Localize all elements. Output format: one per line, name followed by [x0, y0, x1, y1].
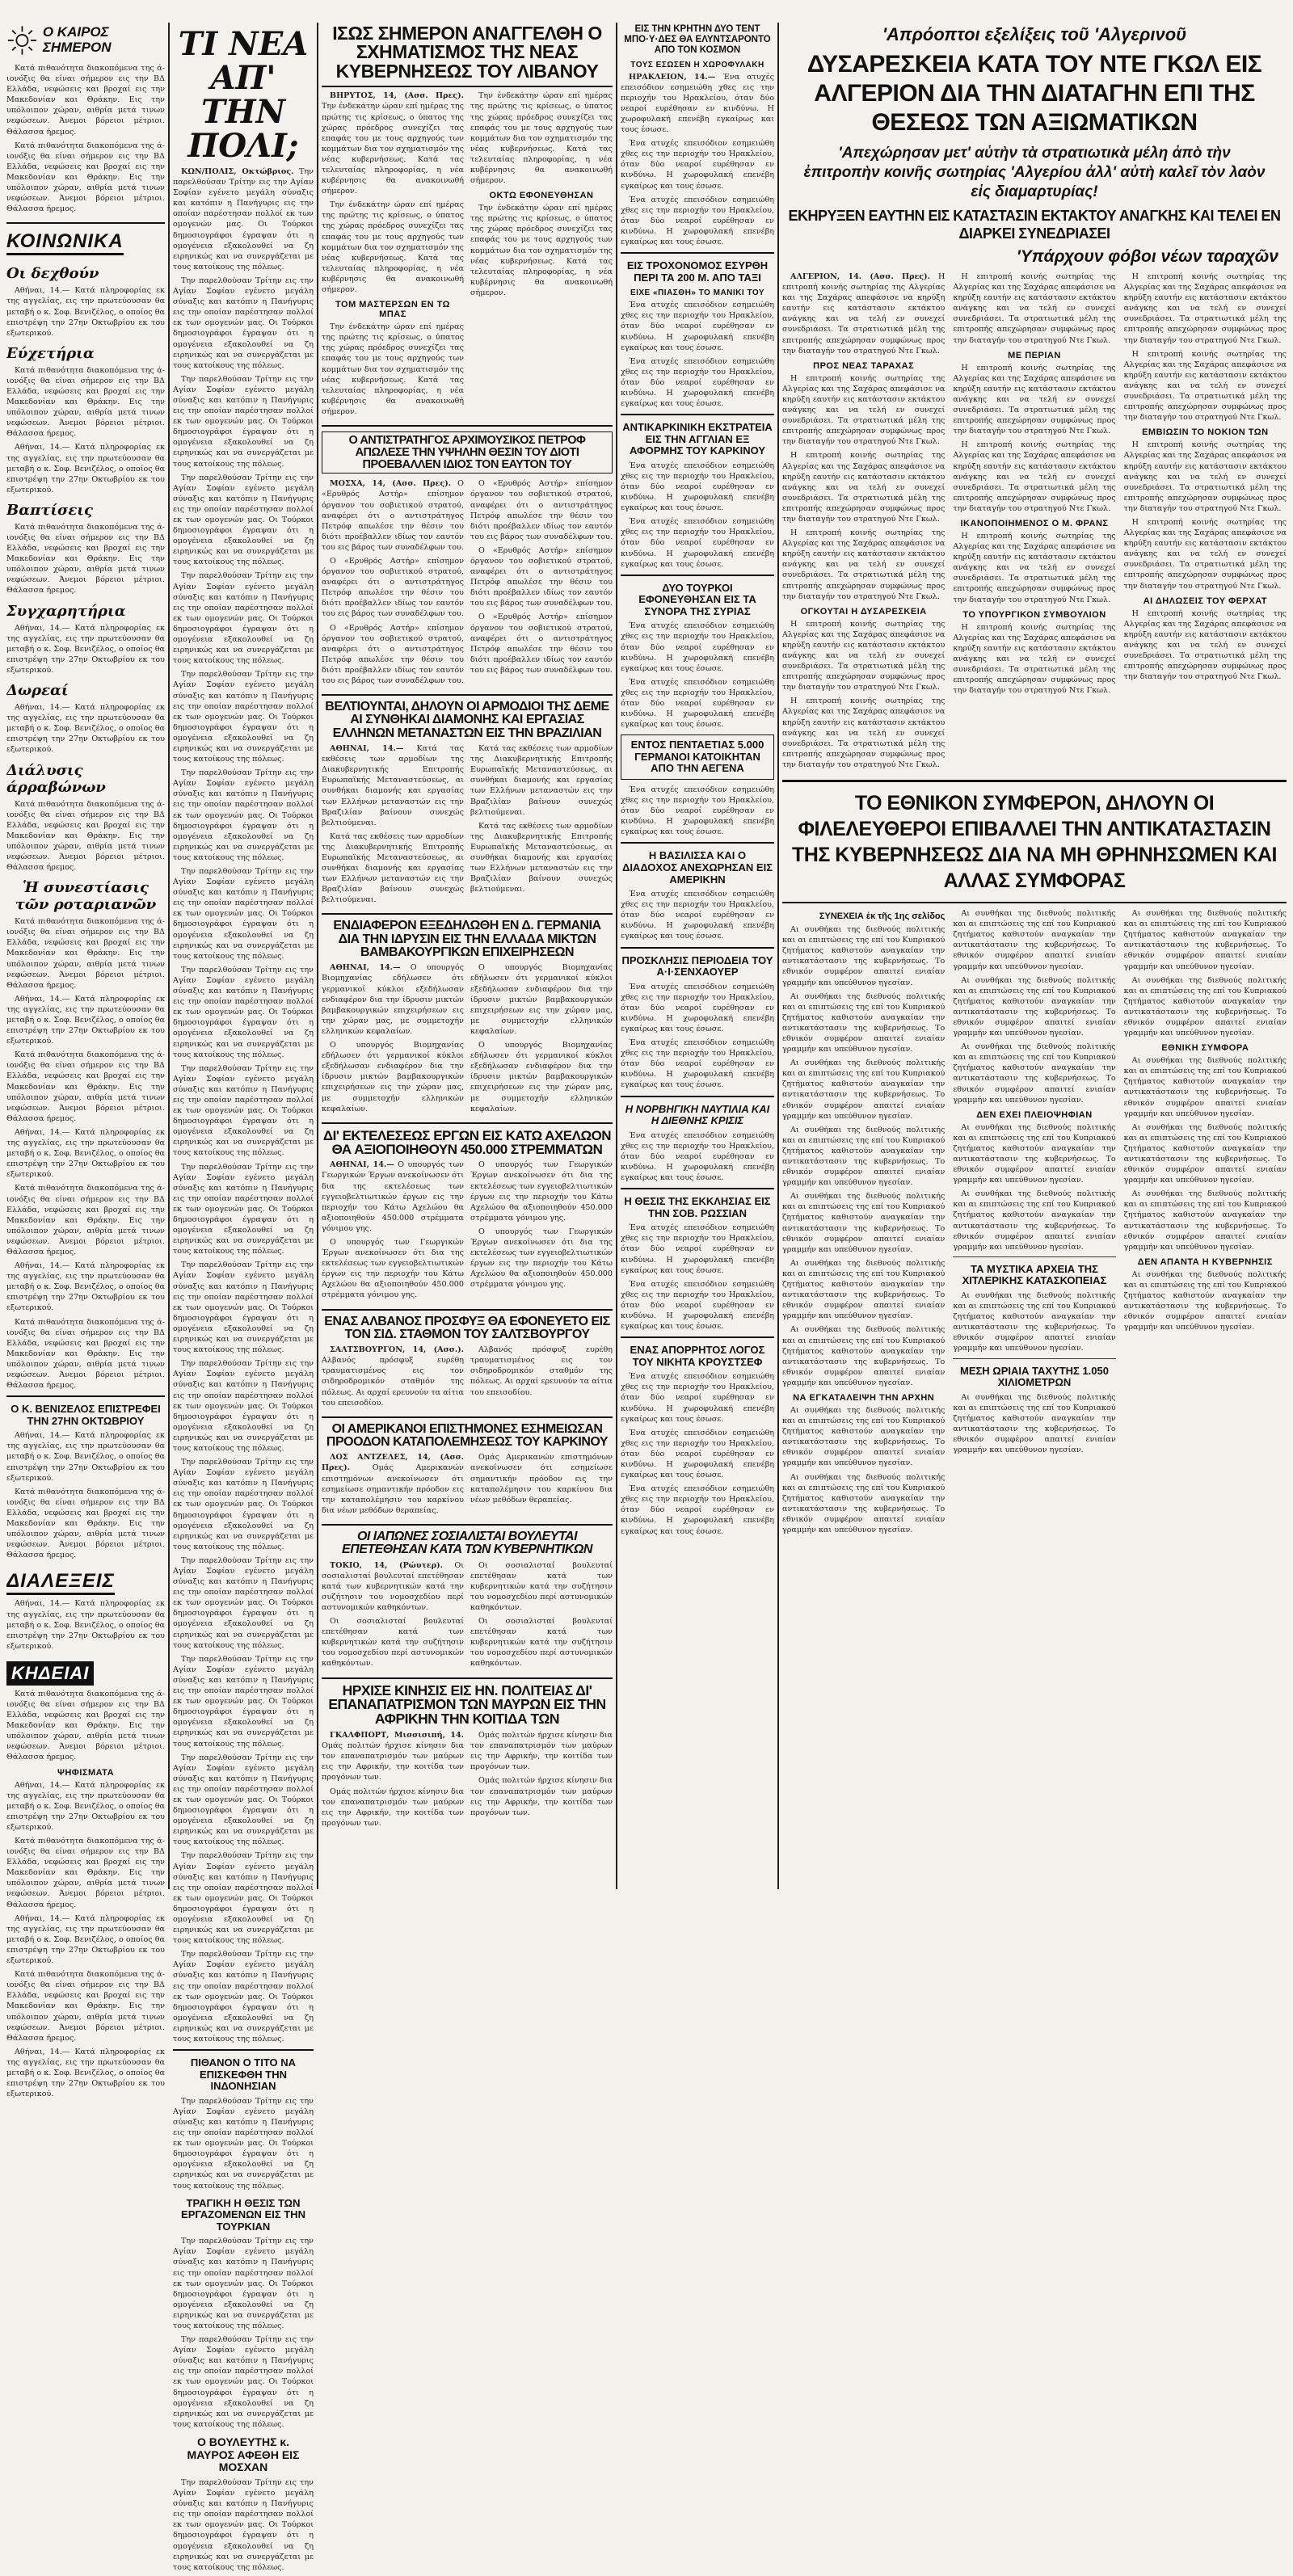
body-text: [322, 962, 464, 1037]
continued-label: ΣΥΝΕΧΕΙΑ ἐκ τῆς 1ης σελίδος: [819, 911, 946, 922]
body-text: Ένα ατυχές επεισόδιον εσημειώθη χθες εις την περιοχήν του Ηρακλείου, όταν δύο νεαροί ευρέθησαν εν κινδύνω. Η χωροφυλακή επενέβη εγκαίρως και τους έσωσε.: [621, 621, 774, 673]
crete-subheadline: ΤΟΥΣ ΕΣΩΣΕΝ Η ΧΩΡΟΦΥΛΑΚΗ: [630, 60, 764, 69]
body-text: Αι συνθήκαι της διεθνούς πολιτικής και αι επιπτώσεις της επί του Κυπριακού ζητήματος καθιστούν αναγκαίαν την αντικατάστασιν της κυβερνήσεως. Το εθνικόν συμφέρον απαιτεί ενιαίαν γραμμήν και υπεύθυνον ηγεσίαν.: [782, 1472, 946, 1534]
train-headline: ΕΙΣ ΤΡΟΧΟΝΟΜΟΣ ΕΣΥΡΘΗ ΠΕΡΙ ΤΑ 200 Μ. ΑΠΟ ΤΑΞΙ: [626, 259, 769, 284]
section-heading-lectures: ΔΙΑΛΕΞΕΙΣ: [6, 1570, 115, 1595]
lebanon-headline: ΙΣΩΣ ΣΗΜΕΡΟΝ ΑΝΑΓΓΕΛΘΗ Ο ΣΧΗΜΑΤΙΣΜΟΣ ΤΗΣ ΝΕΑΣ ΚΥΒΕΡΝΗΣΕΩΣ ΤΟΥ ΛΙΒΑΝΟΥ: [322, 23, 613, 87]
body-text: Αι συνθήκαι της διεθνούς πολιτικής και αι επιπτώσεις της επί του Κυπριακού ζητήματος καθιστούν αναγκαίαν την αντικατάστασιν της κυβερνήσεως. Το εθνικόν συμφέρον απαιτεί ενιαίαν γραμμήν και υπεύθυνον ηγεσίαν.: [1123, 975, 1287, 1038]
body-text: Την παρελθούσαν Τρίτην εις την Αγίαν Σοφίαν εγένετο μεγάλη σύναξις και κατόπιν η Πανήγυρις εις την οποίαν παρέστησαν πολλοί εκ των ομογενών μας. Οι Τούρκοι δημοσιογράφοι έγραψαν ότι η ομογένεια εξακολουθεί να ζη ειρηνικώς και να συνεργάζεται με τους κατοίκους της πόλεως.: [173, 1851, 314, 1946]
body-text: Η επιτροπή κοινής σωτηρίας της Αλγερίας και της Σαχάρας απεφάσισε να κηρύξη εαυτήν εις κατάστασιν εκτάκτου ανάγκης και να τελή εν συνεχεί συνεδριάσει. Τα στρατιωτικά μέλη της επιτροπής απεχώρησαν συμφώνως προς την διαταγήν του στρατηγού Ντε Γκωλ.: [1123, 272, 1287, 345]
body-text: Ο υπουργός των Γεωργικών Έργων ανεκοίνωσεν ότι δια της εκτελέσεως των εγγειοβελτιωτικών έργων εις την περιοχήν του Κάτω Αχελώου θα αξιοποιηθούν 450.000 στρέμματα γόνιμου γης.: [470, 1227, 613, 1290]
body-text: Αθήναι, 14.— Κατά πληροφορίας εκ της αγγελίας, εις την πρωτεύουσαν θα μεταβή ο κ. Σοφ. Βενιζέλος, ο οποίος θα επιστρέψη την 27ην Οκτωβρίου εκ του εξωτερικού.: [6, 1431, 165, 1483]
body-text: Αθήναι, 14.— Κατά πληροφορίας εκ της αγγελίας, εις την πρωτεύουσαν θα μεταβή ο κ. Σοφ. Βενιζέλος, ο οποίος θα επιστρέψη την 27ην Οκτωβρίου εκ του εξωτερικού.: [6, 703, 165, 755]
tito-headline: ΠΙΘΑΝΟΝ Ο ΤΙΤΟ ΝΑ ΕΠΙΣΚΕΦΘΗ ΤΗΝ ΙΝΔΟΝΗΣΙΑΝ: [190, 2056, 297, 2093]
body-text: Κατά τας εκθέσεις των αρμοδίων της Διακυβερνητικής Επιτροπής Ευρωπαϊκής Μεταναστεύσεως, αι συνθήκαι διαμονής και εργασίας των Ελλήνων μεταναστών εις την Βραζιλίαν βαίνουν συνεχώς βελτιούμεναι.: [322, 744, 464, 827]
body-text: Αι συνθήκαι της διεθνούς πολιτικής και αι επιπτώσεις της επί του Κυπριακού ζητήματος καθιστούν αναγκαίαν την αντικατάστασιν της κυβερνήσεως. Το εθνικόν συμφέρον απαιτεί ενιαίαν γραμμήν και υπεύθυνον ηγεσίαν.: [953, 1290, 1116, 1353]
body-text: Κατά πιθανότητα διακοπόμενα της ά- ιονόξις θα είναι σήμερον εις την ΒΔ Ελλάδα, νεφώσεις και βροχαί εις την Μακεδονίαν και Θράκην. Εις την υπόλοιπον χώραν, αιθρία μετά τινων νεφώσεων. Άνεμοι βόρειοι μέτριοι. Θάλασσα ήρεμος.: [6, 1317, 165, 1391]
body-text: Ένα ατυχές επεισόδιον εσημειώθη χθες εις την περιοχήν του Ηρακλείου, όταν δύο νεαροί ευρέθησαν εν κινδύνω. Η χωροφυλακή επενέβη εγκαίρως και τους έσωσε.: [621, 461, 774, 513]
body-text: Αι συνθήκαι της διεθνούς πολιτικής και αι επιπτώσεις της επί του Κυπριακού ζητήματος καθιστούν αναγκαίαν την αντικατάστασιν της κυβερνήσεως. Το εθνικόν συμφέρον απαιτεί ενιαίαν γραμμήν και υπεύθυνον ηγεσίαν.: [782, 1192, 946, 1254]
body-text: [322, 1730, 464, 1783]
germans-headline-box: [621, 734, 774, 780]
queen-headline: Η ΒΑΣΙΛΙΣΣΑ ΚΑΙ Ο ΔΙΑΔΟΧΟΣ ΑΝΕΧΩΡΗΣΑΝ ΕΙΣ ΑΜΕΡΙΚΗΝ: [621, 849, 773, 886]
body-text: Ο «Ερυθρός Αστήρ» επίσημον όργανον του σοβιετικού στρατού, αναφέρει ότι ο αντιστράτηγος Πετρόφ απωλέσε την θέσιν του διότι προέβαλλεν ιδίως τον εαυτόν του εις βάρος των συναδέλφων του.: [322, 479, 464, 552]
body-text: Αθήναι, 14.— Κατά πληροφορίας εκ της αγγελίας, εις την πρωτεύουσαν θα μεταβή ο κ. Σοφ. Βενιζέλος, ο οποίος θα επιστρέψη την 27ην Οκτωβρίου εκ του εξωτερικού.: [6, 1780, 165, 1832]
train-subheadline: ΕΙΧΕ «ΠΙΑΣΘΗ» ΤΟ ΜΑΝΙΚΙ ΤΟΥ: [630, 288, 765, 298]
body-text: Η επιτροπή κοινής σωτηρίας της Αλγερίας και της Σαχάρας απεφάσισε να κηρύξη εαυτήν εις κατάστασιν εκτάκτου ανάγκης και να τελή εν συνεχεί συνεδριάσει. Τα στρατιωτικά μέλη της επιτροπής απεχώρησαν συμφώνως προς την διαταγήν του στρατηγού Ντε Γκωλ.: [782, 451, 946, 524]
section-heading: Εύχετήρια: [6, 344, 95, 362]
body-text: Την παρελθούσαν Τρίτην εις την Αγίαν Σοφίαν εγένετο μεγάλη σύναξις και κατόπιν η Πανήγυρις εις την οποίαν παρέστησαν πολλοί εκ των ομογενών μας. Οι Τούρκοι δημοσιογράφοι έγραψαν ότι η ομογένεια εξακολουθεί να ζη ειρηνικώς και να συνεργάζεται με τους κατοίκους της πόλεως.: [173, 1654, 314, 1749]
body-text: Ομάς πολιτών ήρχισε κίνησιν δια τον επαναπατρισμόν των μαύρων εις την Αφρικήν, την κοιτίδα των προγόνων των.: [322, 1787, 464, 1828]
turks-headline: ΔΥΟ ΤΟΥΡΚΟΙ ΕΦΟΝΕΥΘΗΣΑΝ ΕΙΣ ΤΑ ΣΥΝΟΡΑ ΤΗΣ ΣΥΡΙΑΣ: [638, 581, 756, 617]
body-text: Την παρελθούσαν Τρίτην εις την Αγίαν Σοφίαν εγένετο μεγάλη σύναξις και κατόπιν η Πανήγυρις εις την οποίαν παρέστησαν πολλοί εκ των ομογενών μας. Οι Τούρκοι δημοσιογράφοι έγραψαν ότι η ομογένεια εξακολουθεί να ζη ειρηνικώς και να συνεργάζεται με τους κατοίκους της πόλεως.: [173, 1162, 314, 1256]
body-text: Ένα ατυχές επεισόδιον εσημειώθη χθες εις την περιοχήν του Ηρακλείου, όταν δύο νεαροί ευρέθησαν εν κινδύνω. Η χωροφυλακή επενέβη εγκαίρως και τους έσωσε.: [621, 139, 774, 191]
body-text: Αι συνθήκαι της διεθνούς πολιτικής και αι επιπτώσεις της επί του Κυπριακού ζητήματος καθιστούν αναγκαίαν την αντικατάστασιν της κυβερνήσεως. Το εθνικόν συμφέρον απαιτεί ενιαίαν γραμμήν και υπεύθυνον ηγεσίαν.: [782, 1258, 946, 1321]
dateline: ΤΟΚΙΟ, 14, (Ρώυτερ).: [330, 1560, 444, 1570]
body-text: Ένα ατυχές επεισόδιον εσημειώθη χθες εις την περιοχήν του Ηρακλείου, όταν δύο νεαροί ευρέθησαν εν κινδύνω. Η χωροφυλακή επενέβη εγκαίρως και τους έσωσε.: [621, 1372, 774, 1424]
body-text: Την παρελθούσαν Τρίτην εις την Αγίαν Σοφίαν εγένετο μεγάλη σύναξις και κατόπιν η Πανήγυρις εις την οποίαν παρέστησαν πολλοί εκ των ομογενών μας. Οι Τούρκοι δημοσιογράφοι έγραψαν ότι η ομογένεια εξακολουθεί να ζη ειρηνικώς και να συνεργάζεται με τους κατοίκους της πόλεως.: [173, 2335, 314, 2429]
hitler-archives-headline: ΤΑ ΜΥΣΤΙΚΑ ΑΡΧΕΙΑ ΤΗΣ ΧΙΤΛΕΡΙΚΗΣ ΚΑΤΑΣΚΟΠΕΙΑΣ: [962, 1262, 1107, 1287]
body-text: Κατά πιθανότητα διακοπόμενα της ά- ιονόξις θα είναι σήμερον εις την ΒΔ Ελλάδα, νεφώσεις και βροχαί εις την Μακεδονίαν και Θράκην. Εις την υπόλοιπον χώραν, αιθρία μετά τινων νεφώσεων. Άνεμοι βόρειοι μέτριοι. Θάλασσα ήρεμος.: [6, 522, 165, 596]
body-text: Την παρελθούσαν Τρίτην εις την Αγίαν Σοφίαν εγένετο μεγάλη σύναξις και κατόπιν η Πανήγυρις εις την οποίαν παρέστησαν πολλοί εκ των ομογενών μας. Οι Τούρκοι δημοσιογράφοι έγραψαν ότι η ομογένεια εξακολουθεί να ζη ειρηνικώς και να συνεργάζεται με τους κατοίκους της πόλεως.: [173, 1555, 314, 1650]
body-text: Η επιτροπή κοινής σωτηρίας της Αλγερίας και της Σαχάρας απεφάσισε να κηρύξη εαυτήν εις κατάστασιν εκτάκτου ανάγκης και να τελή εν συνεχεί συνεδριάσει. Τα στρατιωτικά μέλη της επιτροπής απεχώρησαν συμφώνως προς την διαταγήν του στρατηγού Ντε Γκωλ.: [1123, 608, 1287, 682]
body-text: [322, 1560, 464, 1613]
section-heading: Βαπτίσεις: [6, 501, 93, 519]
body-text: Ο υπουργός των Γεωργικών Έργων ανεκοίνωσεν ότι δια της εκτελέσεως των εγγειοβελτιωτικών έργων εις την περιοχήν του Κάτω Αχελώου θα αξιοποιηθούν 450.000 στρέμματα γόνιμου γης.: [470, 1160, 613, 1223]
body-text: Ο υπουργός των Γεωργικών Έργων ανεκοίνωσεν ότι δια της εκτελέσεως των εγγειοβελτιωτικών έργων εις την περιοχήν του Κάτω Αχελώου θα αξιοποιηθούν 450.000 στρέμματα γόνιμου γης.: [322, 1238, 464, 1300]
body-text: Αι συνθήκαι της διεθνούς πολιτικής και αι επιπτώσεις της επί του Κυπριακού ζητήματος καθιστούν αναγκαίαν την αντικατάστασιν της κυβερνήσεως. Το εθνικόν συμφέρον απαιτεί ενιαίαν γραμμήν και υπεύθυνον ηγεσίαν.: [953, 1392, 1116, 1455]
body-text: Την παρελθούσαν Τρίτην εις την Αγίαν Σοφίαν εγένετο μεγάλη σύναξις και κατόπιν η Πανήγυρις εις την οποίαν παρέστησαν πολλοί εκ των ομογενών μας. Οι Τούρκοι δημοσιογράφοι έγραψαν ότι η ομογένεια εξακολουθεί να ζη ειρηνικώς και να συνεργάζεται με τους κατοίκους της πόλεως.: [173, 867, 314, 961]
section-heading: Δωρεαί: [6, 682, 69, 700]
body-text: Την παρελθούσαν Τρίτην εις την Αγίαν Σοφίαν εγένετο μεγάλη σύναξις και κατόπιν η Πανήγυρις εις την οποίαν παρέστησαν πολλοί εκ των ομογενών μας. Οι Τούρκοι δημοσιογράφοι έγραψαν ότι η ομογένεια εξακολουθεί να ζη ειρηνικώς και να συνεργάζεται με τους κατοίκους της πόλεως.: [173, 1063, 314, 1158]
body-text: Ο υπουργός Βιομηχανίας εδήλωσεν ότι γερμανικοί κύκλοι εξεδήλωσαν ενδιαφέρον δια την ίδρυσιν μικτών βαμβακουργικών επιχειρήσεων εις την χώραν μας, με συμμετοχήν ελληνικών κεφαλαίων.: [322, 963, 464, 1036]
archbishop-headline-box: [322, 431, 613, 474]
body-text: Αι συνθήκαι της διεθνούς πολιτικής και αι επιπτώσεις της επί του Κυπριακού ζητήματος καθιστούν αναγκαίαν την αντικατάστασιν της κυβερνήσεως. Το εθνικόν συμφέρον απαιτεί ενιαίαν γραμμήν και υπεύθυνον ηγεσίαν.: [953, 975, 1116, 1038]
body-text: Αι συνθήκαι της διεθνούς πολιτικής και αι επιπτώσεις της επί του Κυπριακού ζητήματος καθιστούν αναγκαίαν την αντικατάστασιν της κυβερνήσεως. Το εθνικόν συμφέρον απαιτεί ενιαίαν γραμμήν και υπεύθυνον ηγεσίαν.: [953, 1122, 1116, 1185]
subheadline: ΔΕΝ ΕΧΕΙ ΠΛΕΙΟΨΗΦΙΑΝ: [976, 1109, 1093, 1120]
dateline: ΜΟΣΧΑ, 14, (Ασσ. Πρες).: [330, 479, 452, 489]
speed-headline: ΜΕΣΗ ΩΡΙΑΙΑ ΤΑΧΥΤΗΣ 1.050 ΧΙΛΙΟΜΕΤΡΩΝ: [959, 1364, 1109, 1389]
body-text: Η επιτροπή κοινής σωτηρίας της Αλγερίας και της Σαχάρας απεφάσισε να κηρύξη εαυτήν εις κατάστασιν εκτάκτου ανάγκης και να τελή εν συνεχεί συνεδριάσει. Τα στρατιωτικά μέλη της επιτροπής απεχώρησαν συμφώνως προς την διαταγήν του στρατηγού Ντε Γκωλ.: [782, 373, 946, 447]
church-headline: Η ΘΕΣΙΣ ΤΗΣ ΕΚΚΛΗΣΙΑΣ ΕΙΣ ΤΗΝ ΣΟΒ. ΡΩΣΣΙΑΝ: [624, 1195, 771, 1219]
section-heading: Διάλυσις άρραβώνων: [6, 761, 106, 796]
mayros-headline: Ο ΒΟΥΛΕΥΤΗΣ κ. ΜΑΥΡΟΣ ΑΦΕΘΗ ΕΙΣ ΜΟΣΧΑΝ: [187, 2435, 300, 2474]
dateline: ΚΩΝ/ΠΟΛΙΣ, Οκτώβριος.: [181, 167, 294, 176]
body-text: Την παρελθούσαν Τρίτην εις την Αγίαν Σοφίαν εγένετο μεγάλη σύναξις και κατόπιν η Πανήγυρις εις την οποίαν παρέστησαν πολλοί εκ των ομογενών μας. Οι Τούρκοι δημοσιογράφοι έγραψαν ότι η ομογένεια εξακολουθεί να ζη ειρηνικώς και να συνεργάζεται με τους κατοίκους της πόλεως.: [173, 1261, 314, 1355]
body-text: Ο υπουργός Βιομηχανίας εδήλωσεν ότι γερμανικοί κύκλοι εξεδήλωσαν ενδιαφέρον δια την ίδρυσιν μικτών βαμβακουργικών επιχειρήσεων εις την χώραν μας, με συμμετοχήν ελληνικών κεφαλαίων.: [322, 1041, 464, 1113]
body-text: Κατά πιθανότητα διακοπόμενα της ά- ιονόξις θα είναι σήμερον εις την ΒΔ Ελλάδα, νεφώσεις και βροχαί εις την Μακεδονίαν και Θράκην. Εις την υπόλοιπον χώραν, αιθρία μετά τινων νεφώσεων. Άνεμοι βόρειοι μέτριοι. Θάλασσα ήρεμος.: [6, 917, 165, 990]
dateline: ΒΗΡΥΤΟΣ, 14, (Ασσ. Πρες).: [330, 91, 464, 101]
body-text: Την παρελθούσαν Τρίτην εις την Αγίαν Σοφίαν εγένετο μεγάλη σύναξις και κατόπιν η Πανήγυρις εις την οποίαν παρέστησαν πολλοί εκ των ομογενών μας. Οι Τούρκοι δημοσιογράφοι έγραψαν ότι η ομογένεια εξακολουθεί να ζη ειρηνικώς και να συνεργάζεται με τους κατοίκους της πόλεως.: [173, 473, 314, 567]
germans-headline: ΕΝΤΟΣ ΠΕΝΤΑΕΤΙΑΣ 5.000 ΓΕΡΜΑΝΟΙ ΚΑΤΟΙΚΗΤΑΝ ΑΠΟ ΤΗΝ ΑΕΓΕΝΑ: [630, 739, 764, 775]
subheadline: ΕΜΒΙΩΣΙΝ ΤΟ ΝΟΚΙΟΝ ΤΩΝ: [1142, 427, 1269, 438]
subheadline: ΔΕΝ ΑΠΑΝΤΑ Η ΚΥΒΕΡΝΗΣΙΣ: [1137, 1256, 1273, 1267]
body-text: Αι συνθήκαι της διεθνούς πολιτικής και αι επιπτώσεις της επί του Κυπριακού ζητήματος καθιστούν αναγκαίαν την αντικατάστασιν της κυβερνήσεως. Το εθνικόν συμφέρον απαιτεί ενιαίαν γραμμήν και υπεύθυνον ηγεσίαν.: [953, 1189, 1116, 1252]
body-text: Η επιτροπή κοινής σωτηρίας της Αλγερίας και της Σαχάρας απεφάσισε να κηρύξη εαυτήν εις κατάστασιν εκτάκτου ανάγκης και να τελή εν συνεχεί συνεδριάσει. Τα στρατιωτικά μέλη της επιτροπής απεχώρησαν συμφώνως προς την διαταγήν του στρατηγού Ντε Γκωλ.: [1123, 517, 1287, 591]
subheadline: ΟΓΚΟΥΤΑΙ Η ΔΥΣΑΡΕΣΚΕΙΑ: [800, 606, 927, 617]
body-text: Ένα ατυχές επεισόδιον εσημειώθη χθες εις την περιοχήν του Ηρακλείου, όταν δύο νεαροί ευρέθησαν εν κινδύνω. Η χωροφυλακή επενέβη εγκαίρως και τους έσωσε.: [621, 1038, 774, 1090]
body-text: [322, 1160, 464, 1234]
body-text: Η επιτροπή κοινής σωτηρίας της Αλγερίας και της Σαχάρας απεφάσισε να κηρύξη εαυτήν εις κατάστασιν εκτάκτου ανάγκης και να τελή εν συνεχεί συνεδριάσει. Τα στρατιωτικά μέλη της επιτροπής απεχώρησαν συμφώνως προς την διαταγήν του στρατηγού Ντε Γκωλ.: [953, 622, 1116, 696]
body-text: Ένα ατυχές επεισόδιον εσημειώθη χθες εις την περιοχήν του Ηρακλείου, όταν δύο νεαροί ευρέθησαν εν κινδύνω. Η χωροφυλακή επενέβη εγκαίρως και τους έσωσε.: [621, 1223, 774, 1275]
body-text: Αθήναι, 14.— Κατά πληροφορίας εκ της αγγελίας, εις την πρωτεύουσαν θα μεταβή ο κ. Σοφ. Βενιζέλος, ο οποίος θα επιστρέψη την 27ην Οκτωβρίου εκ του εξωτερικού.: [6, 1127, 165, 1180]
subheadline: ΝΑ ΕΓΚΑΤΑΛΕΙΨΗ ΤΗΝ ΑΡΧΗΝ: [793, 1392, 935, 1403]
dateline: ΓΚΑΛΦΠΟΡΤ, Μισσισιπή, 14.: [330, 1731, 464, 1740]
body-text: Κατά πιθανότητα διακοπόμενα της ά- ιονόξις θα είναι σήμερον εις την ΒΔ Ελλάδα, νεφώσεις και βροχαί εις την Μακεδονίαν και Θράκην. Εις την υπόλοιπον χώραν, αιθρία μετά τινων νεφώσεων. Άνεμοι βόρειοι μέτριοι. Θάλασσα ήρεμος.: [6, 1050, 165, 1123]
ti-nea-column: [173, 23, 314, 2576]
dateline: ΑΘΗΝΑΙ, 14.—: [330, 744, 404, 754]
body-text: Ο «Ερυθρός Αστήρ» επίσημον όργανον του σοβιετικού στρατού, αναφέρει ότι ο αντιστράτηγος Πετρόφ απωλέσε την θέσιν του διότι προέβαλλεν ιδίως τον εαυτόν του εις βάρος των συναδέλφων του.: [470, 479, 613, 541]
body-text: Την παρελθούσαν Τρίτην εις την Αγίαν Σοφίαν εγένετο μεγάλη σύναξις και κατόπιν η Πανήγυρις εις την οποίαν παρέστησαν πολλοί εκ των ομογενών μας. Οι Τούρκοι δημοσιογράφοι έγραψαν ότι η ομογένεια εξακολουθεί να ζη ειρηνικώς και να συνεργάζεται με τους κατοίκους της πόλεως.: [173, 1950, 314, 2044]
body-text: Αι συνθήκαι της διεθνούς πολιτικής και αι επιπτώσεις της επί του Κυπριακού ζητήματος καθιστούν αναγκαίαν την αντικατάστασιν της κυβερνήσεως. Το εθνικόν συμφέρον απαιτεί ενιαίαν γραμμήν και υπεύθυνον ηγεσίαν.: [782, 1325, 946, 1387]
body-text: Ένα ατυχές επεισόδιον εσημειώθη χθες εις την περιοχήν του Ηρακλείου, όταν δύο νεαροί ευρέθησαν εν κινδύνω. Η χωροφυλακή επενέβη εγκαίρως και τους έσωσε.: [621, 356, 774, 409]
body-text: Την παρελθούσαν Τρίτην εις την Αγίαν Σοφίαν εγένετο μεγάλη σύναξις και κατόπιν η Πανήγυρις εις την οποίαν παρέστησαν πολλοί εκ των ομογενών μας. Οι Τούρκοι δημοσιογράφοι έγραψαν ότι η ομογένεια εξακολουθεί να ζη ειρηνικώς και να συνεργάζεται με τους κατοίκους της πόλεως.: [173, 2477, 314, 2572]
body-text: Αι συνθήκαι της διεθνούς πολιτικής και αι επιπτώσεις της επί του Κυπριακού ζητήματος καθιστούν αναγκαίαν την αντικατάστασιν της κυβερνήσεως. Το εθνικόν συμφέρον απαιτεί ενιαίαν γραμμήν και υπεύθυνον ηγεσίαν.: [782, 1125, 946, 1188]
body-text: Αι συνθήκαι της διεθνούς πολιτικής και αι επιπτώσεις της επί του Κυπριακού ζητήματος καθιστούν αναγκαίαν την αντικατάστασιν της κυβερνήσεως. Το εθνικόν συμφέρον απαιτεί ενιαίαν γραμμήν και υπεύθυνον ηγεσίαν.: [782, 1405, 946, 1468]
body-text: Ένα ατυχές επεισόδιον εσημειώθη χθες εις την περιοχήν του Ηρακλείου, όταν δύο νεαροί ευρέθησαν εν κινδύνω. Η χωροφυλακή επενέβη εγκαίρως και τους έσωσε.: [621, 1279, 774, 1332]
crete-headline: ΕΙΣ ΤΗΝ ΚΡΗΤΗΝ ΔΥΟ ΤΕΝΤ ΜΠΟ·Υ·ΔΕΣ ΘΑ ΕΛΥΝΤΣΑΡΟΝΤΟ ΑΠΟ ΤΟΝ ΚΟΣΜΟΝ: [624, 24, 771, 55]
body-text: Κατά πιθανότητα διακοπόμενα της ά- ιονόξις θα είναι σήμερον εις την ΒΔ Ελλάδα, νεφώσεις και βροχαί εις την Μακεδονίαν και Θράκην. Εις την υπόλοιπον χώραν, αιθρία μετά τινων νεφώσεων. Άνεμοι βόρειοι μέτριοι. Θάλασσα ήρεμος.: [6, 1184, 165, 1256]
body-text: Αθήναι, 14.— Κατά πληροφορίας εκ της αγγελίας, εις την πρωτεύουσαν θα μεταβή ο κ. Σοφ. Βενιζέλος, ο οποίος θα επιστρέψη την 27ην Οκτωβρίου εκ του εξωτερικού.: [6, 1261, 165, 1313]
dateline: ΣΑΛΤΣΒΟΥΡΓΟΝ, 14, (Ασσ.).: [330, 1345, 464, 1355]
weather-text: Κατά πιθανότητα διακοπόμενα της ά- ιονόξις θα είναι σήμερον εις την ΒΔ Ελλάδα, νεφώσεις και βροχαί εις την Μακεδονίαν και Θράκην. Εις την υπόλοιπον χώραν, αιθρία μετά τινων νεφώσεων. Άνεμοι βόρειοι μέτριοι. Θάλασσα ήρεμος.: [6, 64, 165, 137]
body-text: Κατά πιθανότητα διακοπόμενα της ά- ιονόξις θα είναι σήμερον εις την ΒΔ Ελλάδα, νεφώσεις και βροχαί εις την Μακεδονίαν και Θράκην. Εις την υπόλοιπον χώραν, αιθρία μετά τινων νεφώσεων. Άνεμοι βόρειοι μέτριοι. Θάλασσα ήρεμος.: [6, 365, 165, 439]
body-text: Ένα ατυχές επεισόδιον εσημειώθη χθες εις την περιοχήν του Ηρακλείου, όταν δύο νεαροί ευρέθησαν εν κινδύνω. Η χωροφυλακή επενέβη εγκαίρως και τους έσωσε.: [621, 195, 774, 247]
body-text: Ένα ατυχές επεισόδιον εσημειώθη χθες εις την περιοχήν του Ηρακλείου, όταν δύο νεαροί ευρέθησαν εν κινδύνω. Η χωροφυλακή επενέβη εγκαίρως και τους έσωσε.: [621, 72, 774, 135]
brazil-headline: ΒΕΛΤΙΟΥΝΤΑΙ, ΔΗΛΟΥΝ ΟΙ ΑΡΜΟΔΙΟΙ ΤΗΣ ΔΕΜΕ ΑΙ ΣΥΝΘΗΚΑΙ ΔΙΑΜΟΝΗΣ ΚΑΙ ΕΡΓΑΣΙΑΣ ΕΛΛΗΝΩΝ ΜΕΤΑΝΑΣΤΩΝ ΕΙΣ ΤΗΝ ΒΡΑΖΙΛΙΑΝ: [325, 700, 609, 740]
dateline: ΑΛΓΕΡΙΟΝ, 14. (Ασσ. Πρες).: [790, 272, 931, 281]
dateline: ΗΡΑΚΛΕΙΟΝ, 14.—: [629, 72, 716, 82]
algeria-body: [782, 271, 1287, 773]
body-text: Αι συνθήκαι της διεθνούς πολιτικής και αι επιπτώσεις της επί του Κυπριακού ζητήματος καθιστούν αναγκαίαν την αντικατάστασιν της κυβερνήσεως. Το εθνικόν συμφέρον απαιτεί ενιαίαν γραμμήν και υπεύθυνον ηγεσίαν.: [782, 1059, 946, 1121]
body-text: Την παρελθούσαν Τρίτην εις την Αγίαν Σοφίαν εγένετο μεγάλη σύναξις και κατόπιν η Πανήγυρις εις την οποίαν παρέστησαν πολλοί εκ των ομογενών μας. Οι Τούρκοι δημοσιογράφοι έγραψαν ότι η ομογένεια εξακολουθεί να ζη ειρηνικώς και να συνεργάζεται με τους κατοίκους της πόλεως.: [173, 2237, 314, 2330]
body-text: Αι συνθήκαι της διεθνούς πολιτικής και αι επιπτώσεις της επί του Κυπριακού ζητήματος καθιστούν αναγκαίαν την αντικατάστασιν της κυβερνήσεως. Το εθνικόν συμφέρον απαιτεί ενιαίαν γραμμήν και υπεύθυνον ηγεσίαν.: [1123, 1189, 1287, 1252]
body-text: Ο «Ερυθρός Αστήρ» επίσημον όργανον του σοβιετικού στρατού, αναφέρει ότι ο αντιστράτηγος Πετρόφ απωλέσε την θέσιν του διότι προέβαλλεν ιδίως τον εαυτόν του εις βάρος των συναδέλφων του.: [322, 556, 464, 619]
body-text: [322, 1345, 464, 1408]
weather-text-continued: Κατά πιθανότητα διακοπόμενα της ά- ιονόξις θα είναι σήμερον εις την ΒΔ Ελλάδα, νεφώσεις και βροχαί εις την Μακεδονίαν και Θράκην. Εις την υπόλοιπον χώραν, αιθρία μετά τινων νεφώσεων. Άνεμοι βόρειοι μέτριοι. Θάλασσα ήρεμος.: [6, 141, 165, 214]
body-text: Ο «Ερυθρός Αστήρ» επίσημον όργανον του σοβιετικού στρατού, αναφέρει ότι ο αντιστράτηγος Πετρόφ απωλέσε την θέσιν του διότι προέβαλλεν ιδίως τον εαυτόν του εις βάρος των συναδέλφων του.: [470, 612, 613, 675]
body-text: Ο «Ερυθρός Αστήρ» επίσημον όργανον του σοβιετικού στρατού, αναφέρει ότι ο αντιστράτηγος Πετρόφ απωλέσε την θέσιν του διότι προέβαλλεν ιδίως τον εαυτόν του εις βάρος των συναδέλφων του.: [470, 545, 613, 608]
body-text: Ένα ατυχές επεισόδιον εσημειώθη χθες εις την περιοχήν του Ηρακλείου, όταν δύο νεαροί ευρέθησαν εν κινδύνω. Η χωροφυλακή επενέβη εγκαίρως και τους έσωσε.: [621, 1130, 774, 1183]
body-text: Την παρελθούσαν Τρίτην εις την Αγίαν Σοφίαν εγένετο μεγάλη σύναξις και κατόπιν η Πανήγυρις εις την οποίαν παρέστησαν πολλοί εκ των ομογενών μας. Οι Τούρκοι δημοσιογράφοι έγραψαν ότι η ομογένεια εξακολουθεί να ζη ειρηνικώς και να συνεργάζεται με τους κατοίκους της πόλεως.: [173, 167, 314, 271]
weather-box: [6, 23, 165, 224]
turkey-headline: ΤΡΑΓΙΚΗ Η ΘΕΣΙΣ ΤΩΝ ΕΡΓΑΖΟΜΕΝΩΝ ΕΙΣ ΤΗΝ ΤΟΥΡΚΙΑΝ: [181, 2196, 305, 2233]
body-text: Η επιτροπή κοινής σωτηρίας της Αλγερίας και της Σαχάρας απεφάσισε να κηρύξη εαυτήν εις κατάστασιν εκτάκτου ανάγκης και να τελή εν συνεχεί συνεδριάσει. Τα στρατιωτικά μέλη της επιτροπής απεχώρησαν συμφώνως προς την διαταγήν του στρατηγού Ντε Γκωλ.: [782, 528, 946, 601]
body-text: Κατά τας εκθέσεις των αρμοδίων της Διακυβερνητικής Επιτροπής Ευρωπαϊκής Μεταναστεύσεως, αι συνθήκαι διαμονής και εργασίας των Ελλήνων μεταναστών εις την Βραζιλίαν βαίνουν συνεχώς βελτιούμεναι.: [470, 744, 613, 817]
body-text: [322, 478, 464, 553]
archbishop-headline: Ο ΑΝΤΙΣΤΡΑΤΗΓΟΣ ΑΡΧΙΜΟΥΣΙΚΟΣ ΠΕΤΡΟΦ ΑΠΩΛΕΣΕ ΤΗΝ ΥΨΗΛΗΝ ΘΕΣΙΝ ΤΟΥ ΔΙΟΤΙ ΠΡΟΕΒΑΛΛΕΝ ΙΔΙΟΣ ΤΟΝ ΕΑΥΤΟΝ ΤΟΥ: [348, 433, 586, 471]
algeria-subheadline: ΕΚΗΡΥΞΕΝ ΕΑΥΤΗΝ ΕΙΣ ΚΑΤΑΣΤΑΣΙΝ ΕΚΤΑΚΤΟΥ ΑΝΑΓΚΗΣ ΚΑΙ ΤΕΛΕΙ ΕΝ ΔΙΑΡΚΕΙ ΣΥΝΕΔΡΙΑΣΕΙ: [788, 208, 1281, 242]
body-text: [782, 271, 945, 356]
body-text: Ομάς Αμερικανών επιστημόνων ανεκοίνωσεν ότι εσημείωσε σημαντικήν πρόοδον εις την καταπολέμησιν του καρκίνου δια νέων μεθόδων θεραπείας.: [470, 1453, 613, 1505]
body-text: Η επιτροπή κοινής σωτηρίας της Αλγερίας και της Σαχάρας απεφάσισε να κηρύξη εαυτήν εις κατάστασιν εκτάκτου ανάγκης και να τελή εν συνεχεί συνεδριάσει. Τα στρατιωτικά μέλη της επιτροπής απεχώρησαν συμφώνως προς την διαταγήν του στρατηγού Ντε Γκωλ.: [782, 619, 946, 692]
cancer-headline: ΑΝΤΙΚΑΡΚΙΝΙΚΗ ΕΚΣΤΡΑΤΕΙΑ ΕΙΣ ΤΗΝ ΑΓΓΛΙΑΝ ΕΞ ΑΦΟΡΜΗΣ ΤΟΥ ΚΑΡΚΙΝΟΥ: [622, 421, 773, 457]
axios-headline: ΔΙ' ΕΚΤΕΛΕΣΕΩΣ ΕΡΓΩΝ ΕΙΣ ΚΑΤΩ ΑΧΕΛΩΟΝ ΘΑ ΑΞΙΟΠΟΙΗΘΟΥΝ 450.000 ΣΤΡΕΜΜΑΤΩΝ: [322, 1127, 612, 1158]
body-text: Οι σοσιαλισταί βουλευταί επετέθησαν κατά των κυβερνητικών κατά την συζήτησιν του νομοσχεδίου περί αστυνομικών καθηκόντων.: [322, 1617, 464, 1669]
subheadline: ΑΙ ΔΗΛΩΣΕΙΣ ΤΟΥ ΦΕΡΧΑΤ: [1143, 596, 1267, 606]
body-text: Ο υπουργός Βιομηχανίας εδήλωσεν ότι γερμανικοί κύκλοι εξεδήλωσαν ενδιαφέρον δια την ίδρυσιν μικτών βαμβακουργικών επιχειρήσεων εις την χώραν μας, με συμμετοχήν ελληνικών κεφαλαίων.: [470, 963, 613, 1036]
body-text: Η επιτροπή κοινής σωτηρίας της Αλγερίας και της Σαχάρας απεφάσισε να κηρύξη εαυτήν εις κατάστασιν εκτάκτου ανάγκης και να τελή εν συνεχεί συνεδριάσει. Τα στρατιωτικά μέλη της επιτροπής απεχώρησαν συμφώνως προς την διαταγήν του στρατηγού Ντε Γκωλ.: [953, 440, 1116, 513]
dateline: ΑΘΗΝΑΙ, 14.—: [330, 963, 401, 973]
body-text: Ένα ατυχές επεισόδιον εσημειώθη χθες εις την περιοχήν του Ηρακλείου, όταν δύο νεαροί ευρέθησαν εν κινδύνω. Η χωροφυλακή επενέβη εγκαίρως και τους έσωσε.: [621, 301, 774, 352]
body-text: [621, 72, 774, 136]
subheadline: ΤΟΜ ΜΑΣΤΕΡΣΩΝ ΕΝ ΤΩ ΜΠΑΣ: [335, 300, 450, 320]
body-text: Κατά τας εκθέσεις των αρμοδίων της Διακυβερνητικής Επιτροπής Ευρωπαϊκής Μεταναστεύσεως, αι συνθήκαι διαμονής και εργασίας των Ελλήνων μεταναστών εις την Βραζιλίαν βαίνουν συνεχώς βελτιούμεναι.: [322, 831, 464, 905]
ti-nea-title: [173, 23, 314, 166]
body-text: Η επιτροπή κοινής σωτηρίας της Αλγερίας και της Σαχάρας απεφάσισε να κηρύξη εαυτήν εις κατάστασιν εκτάκτου ανάγκης και να τελή εν συνεχεί συνεδριάσει. Τα στρατιωτικά μέλη της επιτροπής απεχώρησαν συμφώνως προς την διαταγήν του στρατηγού Ντε Γκωλ.: [782, 697, 946, 769]
eisenhower-headline: ΠΡΟΣΚΛΗΣΙΣ ΠΕΡΙΟΔΕΙΑ ΤΟΥ Α·Ι·ΣΕΝΧΑΟΥΕΡ: [621, 953, 773, 979]
body-text: Ομάς πολιτών ήρχισε κίνησιν δια τον επαναπατρισμόν των μαύρων εις την Αφρικήν, την κοιτίδα των προγόνων των.: [322, 1741, 464, 1783]
body-text: [322, 743, 464, 828]
body-text: Την ένδεκάτην ώραν επί ημέρας της πρώτης τις κρίσεως, ο ύπατος της χώρας πρόεδρος συνεχίζει τας επαφάς του με τους αρχηγούς των κομμάτων δια τον σχηματισμόν της νέας κυβερνήσεως. Κατά τας τελευταίας πληροφορίας, η νέα κυβέρνησις θα ανακοινωθή σήμερον.: [322, 200, 464, 295]
column-rule: [616, 23, 617, 1889]
body-text: Ένα ατυχές επεισόδιον εσημειώθη χθες εις την περιοχήν του Ηρακλείου, όταν δύο νεαροί ευρέθησαν εν κινδύνω. Η χωροφυλακή επενέβη εγκαίρως και τους έσωσε.: [621, 982, 774, 1033]
body-text: [173, 166, 314, 272]
body-text: Την παρελθούσαν Τρίτην εις την Αγίαν Σοφίαν εγένετο μεγάλη σύναξις και κατόπιν η Πανήγυρις εις την οποίαν παρέστησαν πολλοί εκ των ομογενών μας. Οι Τούρκοι δημοσιογράφοι έγραψαν ότι η ομογένεια εξακολουθεί να ζη ειρηνικώς και να συνεργάζεται με τους κατοίκους της πόλεως.: [173, 571, 314, 666]
ti-nea-title-line: ΠΟΛΙ;: [187, 127, 299, 165]
body-text: Η επιτροπή κοινής σωτηρίας της Αλγερίας και της Σαχάρας απεφάσισε να κηρύξη εαυτήν εις κατάστασιν εκτάκτου ανάγκης και να τελή εν συνεχεί συνεδριάσει. Τα στρατιωτικά μέλη της επιτροπής απεχώρησαν συμφώνως προς την διαταγήν του στρατηγού Ντε Γκωλ.: [953, 272, 1116, 345]
section-heading-funerals: ΚΗΔΕΙΑΙ: [6, 1661, 94, 1686]
body-text: [322, 90, 464, 196]
body-text: Ένα ατυχές επεισόδιον εσημειώθη χθες εις την περιοχήν του Ηρακλείου, όταν δύο νεαροί ευρέθησαν εν κινδύνω. Η χωροφυλακή επενέβη εγκαίρως και τους έσωσε.: [621, 677, 774, 730]
section-heading: ΨΗΦΙΣΜΑΤΑ: [57, 1767, 115, 1778]
center-column: [322, 23, 613, 1832]
body-text: Αι συνθήκαι της διεθνούς πολιτικής και αι επιπτώσεις της επί του Κυπριακού ζητήματος καθιστούν αναγκαίαν την αντικατάστασιν της κυβερνήσεως. Το εθνικόν συμφέρον απαιτεί ενιαίαν γραμμήν και υπεύθυνον ηγεσίαν.: [953, 1042, 1116, 1105]
khrushchev-headline: ΕΝΑΣ ΑΠΟΡΡΗΤΟΣ ΛΟΓΟΣ ΤΟΥ ΝΙΚΗΤΑ ΚΡΟΥΣΤΣΕΦ: [630, 1344, 765, 1368]
subheadline: ΟΚΤΩ ΕΦΟΝΕΥΘΗΣΑΝ: [489, 191, 594, 201]
body-text: Ένα ατυχές επεισόδιον εσημειώθη χθες εις την περιοχήν του Ηρακλείου, όταν δύο νεαροί ευρέθησαν εν κινδύνω. Η χωροφυλακή επενέβη εγκαίρως και τους έσωσε.: [621, 890, 774, 941]
albanian-headline: ΕΝΑΣ ΑΛΒΑΝΟΣ ΠΡΟΣΦΥΞ ΘΑ ΕΦΟΝΕΥΕΤΟ ΕΙΣ ΤΟΝ ΣΙΔ. ΣΤΑΘΜΟΝ ΤΟΥ ΣΑΛΤΣΒΟΥΡΓΟΥ: [324, 1314, 610, 1341]
column-rule: [777, 23, 779, 1889]
body-text: Αι συνθήκαι της διεθνούς πολιτικής και αι επιπτώσεις της επί του Κυπριακού ζητήματος καθιστούν αναγκαίαν την αντικατάστασιν της κυβερνήσεως. Το εθνικόν συμφέρον απαιτεί ενιαίαν γραμμήν και υπεύθυνον ηγεσίαν.: [1123, 1269, 1287, 1332]
subheadline: ΤΟ ΥΠΟΥΡΓΙΚΟΝ ΣΥΜΒΟΥΛΙΟΝ: [962, 609, 1106, 620]
body-text: Κατά πιθανότητα διακοπόμενα της ά- ιονόξις θα είναι σήμερον εις την ΒΔ Ελλάδα, νεφώσεις και βροχαί εις την Μακεδονίαν και Θράκην. Εις την υπόλοιπον χώραν, αιθρία μετά τινων νεφώσεων. Άνεμοι βόρειοι μέτριοι. Θάλασσα ήρεμος.: [6, 799, 165, 873]
shipping-headline: Η ΝΟΡΒΗΓΙΚΗ ΝΑΥΤΙΛΙΑ ΚΑΙ Η ΔΙΕΘΝΗΣ ΚΡΙΣΙΣ: [625, 1102, 770, 1127]
body-text: Αθήναι, 14.— Κατά πληροφορίας εκ της αγγελίας, εις την πρωτεύουσαν θα μεταβή ο κ. Σοφ. Βενιζέλος, ο οποίος θα επιστρέψη την 27ην Οκτωβρίου εκ του εξωτερικού.: [6, 443, 165, 495]
column-rule: [317, 23, 318, 1889]
hnpolitics-headline: ΗΡΧΙΣΕ ΚΙΝΗΣΙΣ ΕΙΣ ΗΝ. ΠΟΛΙΤΕΙΑΣ ΔΙ' ΕΠΑΝΑΠΑΤΡΙΣΜΟΝ ΤΩΝ ΜΑΥΡΩΝ ΕΙΣ ΤΗΝ ΑΦΡΙΚΗΝ ΤΗΝ ΚΟΙΤΙΔΑ ΤΩΝ: [328, 1682, 606, 1728]
body-text: Η επιτροπή κοινής σωτηρίας της Αλγερίας και της Σαχάρας απεφάσισε να κηρύξη εαυτήν εις κατάστασιν εκτάκτου ανάγκης και να τελή εν συνεχεί συνεδριάσει. Τα στρατιωτικά μέλη της επιτροπής απεχώρησαν συμφώνως προς την διαταγήν του στρατηγού Ντε Γκωλ.: [1123, 349, 1287, 423]
body-text: Την παρελθούσαν Τρίτην εις την Αγίαν Σοφίαν εγένετο μεγάλη σύναξις και κατόπιν η Πανήγυρις εις την οποίαν παρέστησαν πολλοί εκ των ομογενών μας. Οι Τούρκοι δημοσιογράφοι έγραψαν ότι η ομογένεια εξακολουθεί να ζη ειρηνικώς και να συνεργάζεται με τους κατοίκους της πόλεως.: [173, 1458, 314, 1551]
algeria-headline: ΔΥΣΑΡΕΣΚΕΙΑ ΚΑΤΑ ΤΟΥ ΝΤΕ ΓΚΩΛ ΕΙΣ ΑΛΓΕΡΙΟΝ ΔΙΑ ΤΗΝ ΔΙΑΤΑΓΗΝ ΕΠΙ ΤΗΣ ΘΕΣΕΩΣ ΤΩΝ ΑΞΙΩΜΑΤΙΚΩΝ: [807, 51, 1262, 136]
body-text: Κατά πιθανότητα διακοπόμενα της ά- ιονόξις θα είναι σήμερον εις την ΒΔ Ελλάδα, νεφώσεις και βροχαί εις την Μακεδονίαν και Θράκην. Εις την υπόλοιπον χώραν, αιθρία μετά τινων νεφώσεων. Άνεμοι βόρειοι μέτριοι. Θάλασσα ήρεμος.: [6, 1837, 165, 1909]
section-heading: Ἡ συνεστίασις τῶν ροταριανῶν: [15, 879, 157, 914]
body-text: Την παρελθούσαν Τρίτην εις την Αγίαν Σοφίαν εγένετο μεγάλη σύναξις και κατόπιν η Πανήγυρις εις την οποίαν παρέστησαν πολλοί εκ των ομογενών μας. Οι Τούρκοι δημοσιογράφοι έγραψαν ότι η ομογένεια εξακολουθεί να ζη ειρηνικώς και να συνεργάζεται με τους κατοίκους της πόλεως.: [173, 768, 314, 862]
germany-headline: ΕΝΔΙΑΦΕΡΟΝ ΕΞΕΔΗΛΩΘΗ ΕΝ Δ. ΓΕΡΜΑΝΙΑ ΔΙΑ ΤΗΝ ΙΔΡΥΣΙΝ ΕΙΣ ΤΗΝ ΕΛΛΑΔΑ ΜΙΚΤΩΝ ΒΑΜΒΑΚΟΥΡΓΙΚΩΝ ΕΠΙΧΕΙΡΗΣΕΩΝ: [333, 919, 601, 960]
body-text: Αθήναι, 14.— Κατά πληροφορίας εκ της αγγελίας, εις την πρωτεύουσαν θα μεταβή ο κ. Σοφ. Βενιζέλος, ο οποίος θα επιστρέψη την 27ην Οκτωβρίου εκ του εξωτερικού.: [6, 623, 165, 675]
left-column: [6, 23, 165, 2102]
body-text: Αλβανός πρόσφυξ ευρέθη τραυματισμένος εις τον σιδηροδρομικόν σταθμόν της πόλεως. Αι αρχαί ερευνούν τα αίτια του επεισοδίου.: [470, 1345, 613, 1397]
body-text: Την παρελθούσαν Τρίτην εις την Αγίαν Σοφίαν εγένετο μεγάλη σύναξις και κατόπιν η Πανήγυρις εις την οποίαν παρέστησαν πολλοί εκ των ομογενών μας. Οι Τούρκοι δημοσιογράφοι έγραψαν ότι η ομογένεια εξακολουθεί να ζη ειρηνικώς και να συνεργάζεται με τους κατοίκους της πόλεως.: [173, 965, 314, 1059]
body-text: Οι σοσιαλισταί βουλευταί επετέθησαν κατά των κυβερνητικών κατά την συζήτησιν του νομοσχεδίου περί αστυνομικών καθηκόντων.: [470, 1617, 613, 1669]
body-text: Ένα ατυχές επεισόδιον εσημειώθη χθες εις την περιοχήν του Ηρακλείου, όταν δύο νεαροί ευρέθησαν εν κινδύνω. Η χωροφυλακή επενέβη εγκαίρως και τους έσωσε.: [621, 785, 774, 837]
body-text: Κατά τας εκθέσεις των αρμοδίων της Διακυβερνητικής Επιτροπής Ευρωπαϊκής Μεταναστεύσεως, αι συνθήκαι διαμονής και εργασίας των Ελλήνων μεταναστών εις την Βραζιλίαν βαίνουν συνεχώς βελτιούμεναι.: [470, 821, 613, 894]
dateline: ΑΘΗΝΑΙ, 14.—: [330, 1160, 394, 1170]
section-heading-social: ΚΟΙΝΩΝΙΚΑ: [6, 230, 124, 255]
section-heading: Συγχαρητήρια: [6, 602, 126, 620]
subheadline: ΙΚΑΝΟΠΟΙΗΜΕΝΟΣ Ο Μ. ΦΡΑΝΣ: [960, 518, 1109, 528]
body-text: Ένα ατυχές επεισόδιον εσημειώθη χθες εις την περιοχήν του Ηρακλείου, όταν δύο νεαροί ευρέθησαν εν κινδύνω. Η χωροφυλακή επενέβη εγκαίρως και τους έσωσε.: [621, 1484, 774, 1536]
body-text: Αι συνθήκαι της διεθνούς πολιτικής και αι επιπτώσεις της επί του Κυπριακού ζητήματος καθιστούν αναγκαίαν την αντικατάστασιν της κυβερνήσεως. Το εθνικόν συμφέρον απαιτεί ενιαίαν γραμμήν και υπεύθυνον ηγεσίαν.: [953, 909, 1116, 971]
body-text: Κατά πιθανότητα διακοπόμενα της ά- ιονόξις θα είναι σήμερον εις την ΒΔ Ελλάδα, νεφώσεις και βροχαί εις την Μακεδονίαν και Θράκην. Εις την υπόλοιπον χώραν, αιθρία μετά τινων νεφώσεων. Άνεμοι βόρειοι μέτριοι. Θάλασσα ήρεμος.: [6, 1970, 165, 2043]
body-text: Κατά πιθανότητα διακοπόμενα της ά- ιονόξις θα είναι σήμερον εις την ΒΔ Ελλάδα, νεφώσεις και βροχαί εις την Μακεδονίαν και Θράκην. Εις την υπόλοιπον χώραν, αιθρία μετά τινων νεφώσεων. Άνεμοι βόρειοι μέτριοι. Θάλασσα ήρεμος.: [6, 1487, 165, 1560]
body-text: Ομάς πολιτών ήρχισε κίνησιν δια τον επαναπατρισμόν των μαύρων εις την Αφρικήν, την κοιτίδα των προγόνων των.: [470, 1776, 613, 1817]
body-text: Την ένδεκάτην ώραν επί ημέρας της πρώτης τις κρίσεως, ο ύπατος της χώρας πρόεδρος συνεχίζει τας επαφάς του με τους αρχηγούς των κομμάτων δια τον σχηματισμόν της νέας κυβερνήσεως. Κατά τας τελευταίας πληροφορίας, η νέα κυβέρνησις θα ανακοινωθή σήμερον.: [470, 91, 613, 186]
body-text: Αλβανός πρόσφυξ ευρέθη τραυματισμένος εις τον σιδηροδρομικόν σταθμόν της πόλεως. Αι αρχαί ερευνούν τα αίτια του επεισοδίου.: [322, 1356, 464, 1408]
liberals-body: [782, 908, 1287, 1538]
subheadline: ΠΡΟΣ ΝΕΑΣ ΤΑΡΑΧΑΣ: [813, 360, 915, 371]
body-text: Ο υπουργός Βιομηχανίας εδήλωσεν ότι γερμανικοί κύκλοι εξεδήλωσαν ενδιαφέρον δια την ίδρυσιν μικτών βαμβακουργικών επιχειρήσεων εις την χώραν μας, με συμμετοχήν ελληνικών κεφαλαίων.: [470, 1041, 613, 1113]
body-text: Αθήναι, 14.— Κατά πληροφορίας εκ της αγγελίας, εις την πρωτεύουσαν θα μεταβή ο κ. Σοφ. Βενιζέλος, ο οποίος θα επιστρέψη την 27ην Οκτωβρίου εκ του εξωτερικού.: [6, 1599, 165, 1651]
algeria-deck: 'Απεχώρησαν μετ' αὐτὴν τὰ στρατιωτικὰ μέλη ἀπὸ τὴν ἐπιτροπὴν κοινῆς σωτηρίας 'Αλγερίου ἀλλ' αὐτὴ καλεῖ τὸν λαὸν εἰς διαμαρτυρίας!: [803, 145, 1266, 200]
body-text: Ομάς Αμερικανών επιστημόνων ανεκοίνωσεν ότι εσημείωσε σημαντικήν πρόοδον εις την καταπολέμησιν του καρκίνου δια νέων μεθόδων θεραπείας.: [322, 1463, 464, 1515]
body-text: Την παρελθούσαν Τρίτην εις την Αγίαν Σοφίαν εγένετο μεγάλη σύναξις και κατόπιν η Πανήγυρις εις την οποίαν παρέστησαν πολλοί εκ των ομογενών μας. Οι Τούρκοι δημοσιογράφοι έγραψαν ότι η ομογένεια εξακολουθεί να ζη ειρηνικώς και να συνεργάζεται με τους κατοίκους της πόλεως.: [173, 374, 314, 469]
ti-nea-title-line: ΤΙ ΝΕΑ: [178, 25, 309, 63]
body-text: Αθήναι, 14.— Κατά πληροφορίας εκ της αγγελίας, εις την πρωτεύουσαν θα μεταβή ο κ. Σοφ. Βενιζέλος, ο οποίος θα επιστρέψη την 27ην Οκτωβρίου εκ του εξωτερικού.: [6, 994, 165, 1046]
body-text: Ομάς πολιτών ήρχισε κίνησιν δια τον επαναπατρισμόν των μαύρων εις την Αφρικήν, την κοιτίδα των προγόνων των.: [470, 1731, 613, 1772]
algeria-deck-2: 'Υπάρχουν φόβοι νέων ταραχῶν: [1016, 247, 1278, 266]
body-text: Την παρελθούσαν Τρίτην εις την Αγίαν Σοφίαν εγένετο μεγάλη σύναξις και κατόπιν η Πανήγυρις εις την οποίαν παρέστησαν πολλοί εκ των ομογενών μας. Οι Τούρκοι δημοσιογράφοι έγραψαν ότι η ομογένεια εξακολουθεί να ζη ειρηνικώς και να συνεργάζεται με τους κατοίκους της πόλεως.: [173, 1359, 314, 1453]
body-text: Την παρελθούσαν Τρίτην εις την Αγίαν Σοφίαν εγένετο μεγάλη σύναξις και κατόπιν η Πανήγυρις εις την οποίαν παρέστησαν πολλοί εκ των ομογενών μας. Οι Τούρκοι δημοσιογράφοι έγραψαν ότι η ομογένεια εξακολουθεί να ζη ειρηνικώς και να συνεργάζεται με τους κατοίκους της πόλεως.: [173, 1753, 314, 1847]
dateline: ΛΟΣ ΑΝΤΖΕΛΕΣ, 14, (Ασσ. Πρες).: [322, 1453, 464, 1473]
body-text: Οι σοσιαλισταί βουλευταί επετέθησαν κατά των κυβερνητικών κατά την συζήτησιν του νομοσχεδίου περί αστυνομικών καθηκόντων.: [470, 1560, 613, 1612]
body-text: Την ένδεκάτην ώραν επί ημέρας της πρώτης τις κρίσεως, ο ύπατος της χώρας πρόεδρος συνεχίζει τας επαφάς του με τους αρχηγούς των κομμάτων δια τον σχηματισμόν της νέας κυβερνήσεως. Κατά τας τελευταίας πληροφορίας, η νέα κυβέρνησις θα ανακοινωθή σήμερον.: [322, 322, 464, 416]
sun-icon: [6, 23, 38, 58]
section-heading: Οι δεχθούν: [6, 265, 99, 283]
body-text: Την παρελθούσαν Τρίτην εις την Αγίαν Σοφίαν εγένετο μεγάλη σύναξις και κατόπιν η Πανήγυρις εις την οποίαν παρέστησαν πολλοί εκ των ομογενών μας. Οι Τούρκοι δημοσιογράφοι έγραψαν ότι η ομογένεια εξακολουθεί να ζη ειρηνικώς και να συνεργάζεται με τους κατοίκους της πόλεως.: [173, 276, 314, 370]
venizelos-headline: Ο Κ. ΒΕΝΙΖΕΛΟΣ ΕΠΙΣΤΡΕΦΕΙ ΤΗΝ 27ΗΝ ΟΚΤΩΒΡΙΟΥ: [11, 1403, 161, 1427]
subheadline: ΕΘΝΙΚΗ ΣΥΜΦΟΡΑ: [1161, 1043, 1249, 1054]
right-section: [782, 23, 1287, 1538]
body-text: Ένα ατυχές επεισόδιον εσημειώθη χθες εις την περιοχήν του Ηρακλείου, όταν δύο νεαροί ευρέθησαν εν κινδύνω. Η χωροφυλακή επενέβη εγκαίρως και τους έσωσε.: [621, 1428, 774, 1480]
japanese-headline: ΟΙ ΙΑΠΩΝΕΣ ΣΟΣΙΑΛΙΣΤΑΙ ΒΟΥΛΕΥΤΑΙ ΕΠΕΤΕΘΗΣΑΝ ΚΑΤΑ ΤΩΝ ΚΥΒΕΡΝΗΤΙΚΩΝ: [342, 1529, 592, 1557]
weather-title: Ο ΚΑΙΡΟΣ ΣΗΜΕΡΟΝ: [42, 24, 112, 55]
body-text: Αι συνθήκαι της διεθνούς πολιτικής και αι επιπτώσεις της επί του Κυπριακού ζητήματος καθιστούν αναγκαίαν την αντικατάστασιν της κυβερνήσεως. Το εθνικόν συμφέρον απαιτεί ενιαίαν γραμμήν και υπεύθυνον ηγεσίαν.: [782, 991, 946, 1054]
algeria-kicker: 'Απρόοπτοι εξελίξεις τοῦ 'Αλγερινοῦ: [882, 24, 1187, 44]
body-text: Ένα ατυχές επεισόδιον εσημειώθη χθες εις την περιοχήν του Ηρακλείου, όταν δύο νεαροί ευρέθησαν εν κινδύνω. Η χωροφυλακή επενέβη εγκαίρως και τους έσωσε.: [621, 517, 774, 569]
body-text: Αθήναι, 14.— Κατά πληροφορίας εκ της αγγελίας, εις την πρωτεύουσαν θα μεταβή ο κ. Σοφ. Βενιζέλος, ο οποίος θα επιστρέψη την 27ην Οκτωβρίου εκ του εξωτερικού.: [6, 1913, 165, 1966]
body-text: Αθήναι, 14.— Κατά πληροφορίας εκ της αγγελίας, εις την πρωτεύουσαν θα μεταβή ο κ. Σοφ. Βενιζέλος, ο οποίος θα επιστρέψη την 27ην Οκτωβρίου εκ του εξωτερικού.: [6, 2047, 165, 2099]
ti-nea-title-line: ΑΠ' ΤΗΝ: [200, 59, 286, 131]
body-text: Η επιτροπή κοινής σωτηρίας της Αλγερίας και της Σαχάρας απεφάσισε να κηρύξη εαυτήν εις κατάστασιν εκτάκτου ανάγκης και να τελή εν συνεχεί συνεδριάσει. Τα στρατιωτικά μέλη της επιτροπής απεχώρησαν συμφώνως προς την διαταγήν του στρατηγού Ντε Γκωλ.: [953, 531, 1116, 604]
body-text: Αι συνθήκαι της διεθνούς πολιτικής και αι επιπτώσεις της επί του Κυπριακού ζητήματος καθιστούν αναγκαίαν την αντικατάστασιν της κυβερνήσεως. Το εθνικόν συμφέρον απαιτεί ενιαίαν γραμμήν και υπεύθυνον ηγεσίαν.: [1123, 1122, 1287, 1185]
subheadline: ΜΕ ΠΕΡΙΑΝ: [1008, 350, 1061, 360]
liberals-headline: ΤΟ ΕΘΝΙΚΟΝ ΣΥΜΦΕΡΟΝ, ΔΗΛΟΥΝ ΟΙ ΦΙΛΕΛΕΥΘΕΡΟΙ ΕΠΙΒΑΛΛΕΙ ΤΗΝ ΑΝΤΙΚΑΤΑΣΤΑΣΙΝ ΤΗΣ ΚΥΒΕΡΝΗΣΕΩΣ ΔΙΑ ΝΑ ΜΗ ΘΡΗΝΗΣΩΜΕΝ ΚΑΙ ΑΛΛΑΣ ΣΥΜΦΟΡΑΣ: [792, 792, 1277, 893]
body-text: Ο υπουργός των Γεωργικών Έργων ανεκοίνωσεν ότι δια της εκτελέσεως των εγγειοβελτιωτικών έργων εις την περιοχήν του Κάτω Αχελώου θα αξιοποιηθούν 450.000 στρέμματα γόνιμου γης.: [322, 1160, 464, 1233]
body-text: Την ένδεκάτην ώραν επί ημέρας της πρώτης τις κρίσεως, ο ύπατος της χώρας πρόεδρος συνεχίζει τας επαφάς του με τους αρχηγούς των κομμάτων δια τον σχηματισμόν της νέας κυβερνήσεως. Κατά τας τελευταίας πληροφορίας, η νέα κυβέρνησις θα ανακοινωθή σήμερον.: [322, 102, 464, 196]
body-text: Κατά πιθανότητα διακοπόμενα της ά- ιονόξις θα είναι σήμερον εις την ΒΔ Ελλάδα, νεφώσεις και βροχαί εις την Μακεδονίαν και Θράκην. Εις την υπόλοιπον χώραν, αιθρία μετά τινων νεφώσεων. Άνεμοι βόρειοι μέτριοι. Θάλασσα ήρεμος.: [6, 1689, 165, 1762]
body-text: Οι σοσιαλισταί βουλευταί επετέθησαν κατά των κυβερνητικών κατά την συζήτησιν του νομοσχεδίου περί αστυνομικών καθηκόντων.: [322, 1560, 464, 1612]
body-text: Η επιτροπή κοινής σωτηρίας της Αλγερίας και της Σαχάρας απεφάσισε να κηρύξη εαυτήν εις κατάστασιν εκτάκτου ανάγκης και να τελή εν συνεχεί συνεδριάσει. Τα στρατιωτικά μέλη της επιτροπής απεχώρησαν συμφώνως προς την διαταγήν του στρατηγού Ντε Γκωλ.: [782, 272, 946, 356]
body-text: Την ένδεκάτην ώραν επί ημέρας της πρώτης τις κρίσεως, ο ύπατος της χώρας πρόεδρος συνεχίζει τας επαφάς του με τους αρχηγούς των κομμάτων δια τον σχηματισμόν της νέας κυβερνήσεως. Κατά τας τελευταίας πληροφορίας, η νέα κυβέρνησις θα ανακοινωθή σήμερον.: [470, 204, 613, 297]
body-text: Την παρελθούσαν Τρίτην εις την Αγίαν Σοφίαν εγένετο μεγάλη σύναξις και κατόπιν η Πανήγυρις εις την οποίαν παρέστησαν πολλοί εκ των ομογενών μας. Οι Τούρκοι δημοσιογράφοι έγραψαν ότι η ομογένεια εξακολουθεί να ζη ειρηνικώς και να συνεργάζεται με τους κατοίκους της πόλεως.: [173, 670, 314, 764]
body-text: Αι συνθήκαι της διεθνούς πολιτικής και αι επιπτώσεις της επί του Κυπριακού ζητήματος καθιστούν αναγκαίαν την αντικατάστασιν της κυβερνήσεως. Το εθνικόν συμφέρον απαιτεί ενιαίαν γραμμήν και υπεύθυνον ηγεσίαν.: [1123, 1056, 1287, 1118]
body-text: Η επιτροπή κοινής σωτηρίας της Αλγερίας και της Σαχάρας απεφάσισε να κηρύξη εαυτήν εις κατάστασιν εκτάκτου ανάγκης και να τελή εν συνεχεί συνεδριάσει. Τα στρατιωτικά μέλη της επιτροπής απεχώρησαν συμφώνως προς την διαταγήν του στρατηγού Ντε Γκωλ.: [953, 363, 1116, 436]
body-text: Αι συνθήκαι της διεθνούς πολιτικής και αι επιπτώσεις της επί του Κυπριακού ζητήματος καθιστούν αναγκαίαν την αντικατάστασιν της κυβερνήσεως. Το εθνικόν συμφέρον απαιτεί ενιαίαν γραμμήν και υπεύθυνον ηγεσίαν.: [1123, 909, 1287, 971]
column-rule: [168, 23, 170, 1889]
body-text: Αθήναι, 14.— Κατά πληροφορίας εκ της αγγελίας, εις την πρωτεύουσαν θα μεταβή ο κ. Σοφ. Βενιζέλος, ο οποίος θα επιστρέψη την 27ην Οκτωβρίου εκ του εξωτερικού.: [6, 286, 165, 338]
body-text: Την παρελθούσαν Τρίτην εις την Αγίαν Σοφίαν εγένετο μεγάλη σύναξις και κατόπιν η Πανήγυρις εις την οποίαν παρέστησαν πολλοί εκ των ομογενών μας. Οι Τούρκοι δημοσιογράφοι έγραψαν ότι η ομογένεια εξακολουθεί να ζη ειρηνικώς και να συνεργάζεται με τους κατοίκους της πόλεως.: [173, 2096, 314, 2191]
body-text: Ο «Ερυθρός Αστήρ» επίσημον όργανον του σοβιετικού στρατού, αναφέρει ότι ο αντιστράτηγος Πετρόφ απωλέσε την θέσιν του διότι προέβαλλεν ιδίως τον εαυτόν του εις βάρος των συναδέλφων του.: [322, 623, 464, 686]
body-text: Αι συνθήκαι της διεθνούς πολιτικής και αι επιπτώσεις της επί του Κυπριακού ζητήματος καθιστούν αναγκαίαν την αντικατάστασιν της κυβερνήσεως. Το εθνικόν συμφέρον απαιτεί ενιαίαν γραμμήν και υπεύθυνον ηγεσίαν.: [782, 925, 946, 987]
short-news-column: [621, 23, 774, 1540]
american-headline: ΟΙ ΑΜΕΡΙΚΑΝΟΙ ΕΠΙΣΤΗΜΟΝΕΣ ΕΣΗΜΕΙΩΣΑΝ ΠΡΟΟΔΟΝ ΚΑΤΑΠΟΛΕΜΗΣΕΩΣ ΤΟΥ ΚΑΡΚΙΝΟΥ: [326, 1421, 609, 1450]
body-text: Η επιτροπή κοινής σωτηρίας της Αλγερίας και της Σαχάρας απεφάσισε να κηρύξη εαυτήν εις κατάστασιν εκτάκτου ανάγκης και να τελή εν συνεχεί συνεδριάσει. Τα στρατιωτικά μέλη της επιτροπής απεχώρησαν συμφώνως προς την διαταγήν του στρατηγού Ντε Γκωλ.: [1123, 440, 1287, 513]
body-text: [322, 1452, 464, 1516]
